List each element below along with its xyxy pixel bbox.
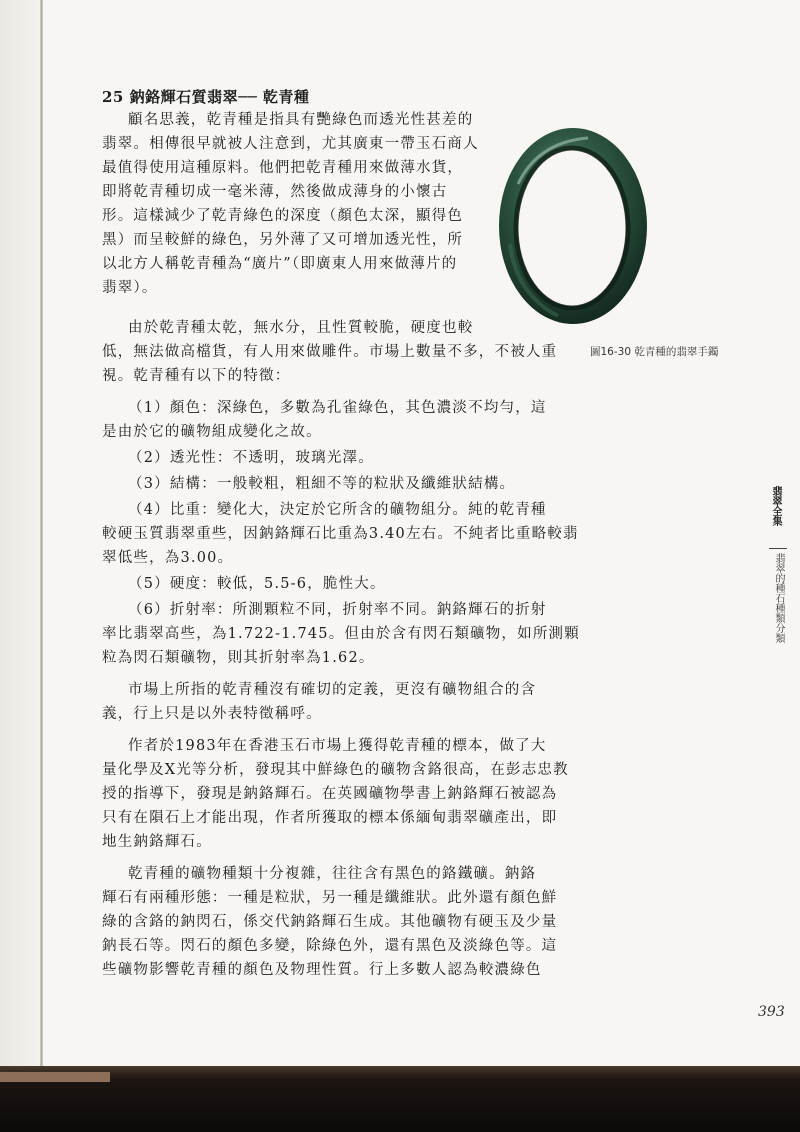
text-line: 最值得使用這種原料。他們把乾青種用來做薄水貨， — [102, 160, 464, 176]
side-divider — [769, 548, 787, 549]
text-line: （6）折射率：所測顆粒不同，折射率不同。鈉鉻輝石的折射 — [128, 602, 547, 618]
text-line: 以北方人稱乾青種為“廣片”（即廣東人用來做薄片的 — [102, 256, 458, 272]
figure-caption: 圖16-30 乾青種的翡翠手鐲 — [590, 346, 719, 358]
text-line: （2）透光性：不透明，玻璃光澤。 — [128, 450, 374, 466]
text-line: 粒為閃石類礦物，則其折射率為1.62。 — [102, 650, 375, 666]
chapter-title-vertical: 翡翠的種石種類分類 — [773, 553, 784, 643]
text-line: 作者於1983年在香港玉石市場上獲得乾青種的標本，做了大 — [128, 738, 547, 754]
scan-bottom-edge — [0, 1066, 800, 1132]
text-line: 市場上所指的乾青種沒有確切的定義，更沒有礦物組合的含 — [128, 682, 537, 698]
text-line: 視。乾青種有以下的特徵： — [102, 368, 291, 384]
jade-bangle-image — [498, 124, 668, 324]
text-line: 綠的含鉻的鈉閃石，係交代鈉鉻輝石生成。其他礦物有硬玉及少量 — [102, 914, 558, 930]
text-line: （4）比重：變化大，決定於它所含的礦物組分。純的乾青種 — [128, 502, 547, 518]
text-line: 授的指導下，發現是鈉鉻輝石。在英國礦物學書上鈉鉻輝石被認為 — [102, 786, 558, 802]
text-line: 地生鈉鉻輝石。 — [102, 834, 212, 850]
text-line: 翡翠）。 — [102, 280, 158, 296]
binding-crease — [40, 0, 43, 1068]
text-line: 翠低些，為3.00。 — [102, 550, 234, 566]
book-title-vertical: 翡翠全集 — [770, 486, 781, 526]
text-line: 些礦物影響乾青種的顏色及物理性質。行上多數人認為較濃綠色 — [102, 962, 542, 978]
text-line: 輝石有兩種形態：一種是粒狀，另一種是纖維狀。此外還有顏色鮮 — [102, 890, 558, 906]
page-number: 393 — [758, 1004, 785, 1020]
text-line: （5）硬度：較低，5.5-6，脆性大。 — [128, 576, 386, 592]
jade-bangle-photo — [500, 124, 610, 234]
text-line: 黑）而呈較鮮的綠色，另外薄了又可增加透光性，所 — [102, 232, 464, 248]
text-line: 即將乾青種切成一毫米薄，然後做成薄身的小懷古 — [102, 184, 448, 200]
text-line: 是由於它的礦物組成變化之故。 — [102, 424, 322, 440]
scan-edge-strip — [0, 1072, 110, 1082]
section-heading: 25 鈉鉻輝石質翡翠── 乾青種 — [102, 88, 310, 106]
text-line: （3）結構：一般較粗，粗細不等的粒狀及纖維狀結構。 — [128, 476, 516, 492]
text-line: 義，行上只是以外表特徵稱呼。 — [102, 706, 322, 722]
page-gutter-shade — [0, 0, 40, 1068]
text-line: 率比翡翠高些，為1.722-1.745。但由於含有閃石類礦物，如所測顆 — [102, 626, 580, 642]
text-line: 由於乾青種太乾，無水分，且性質較脆，硬度也較 — [128, 320, 474, 336]
text-line: 顧名思義，乾青種是指具有艷綠色而透光性甚差的 — [128, 112, 474, 128]
text-line: 形。這樣減少了乾青綠色的深度（顏色太深，顯得色 — [102, 208, 464, 224]
text-line: 乾青種的礦物種類十分複雜，往往含有黑色的鉻鐵礦。鈉鉻 — [128, 866, 537, 882]
text-line: 只有在隕石上才能出現，作者所獲取的標本係緬甸翡翠礦產出，即 — [102, 810, 558, 826]
text-line: 鈉長石等。閃石的顏色多變，除綠色外，還有黑色及淡綠色等。這 — [102, 938, 558, 954]
text-line: 低，無法做高檔貨，有人用來做雕件。市場上數量不多，不被人重 — [102, 344, 558, 360]
text-line: （1）顏色：深綠色，多數為孔雀綠色，其色濃淡不均勻，這 — [128, 400, 547, 416]
text-line: 量化學及X光等分析，發現其中鮮綠色的礦物含鉻很高，在彭志忠教 — [102, 762, 569, 778]
text-line: 較硬玉質翡翠重些，因鈉鉻輝石比重為3.40左右。不純者比重略較翡 — [102, 526, 579, 542]
text-line: 翡翠。相傳很早就被人注意到，尤其廣東一帶玉石商人 — [102, 136, 479, 152]
